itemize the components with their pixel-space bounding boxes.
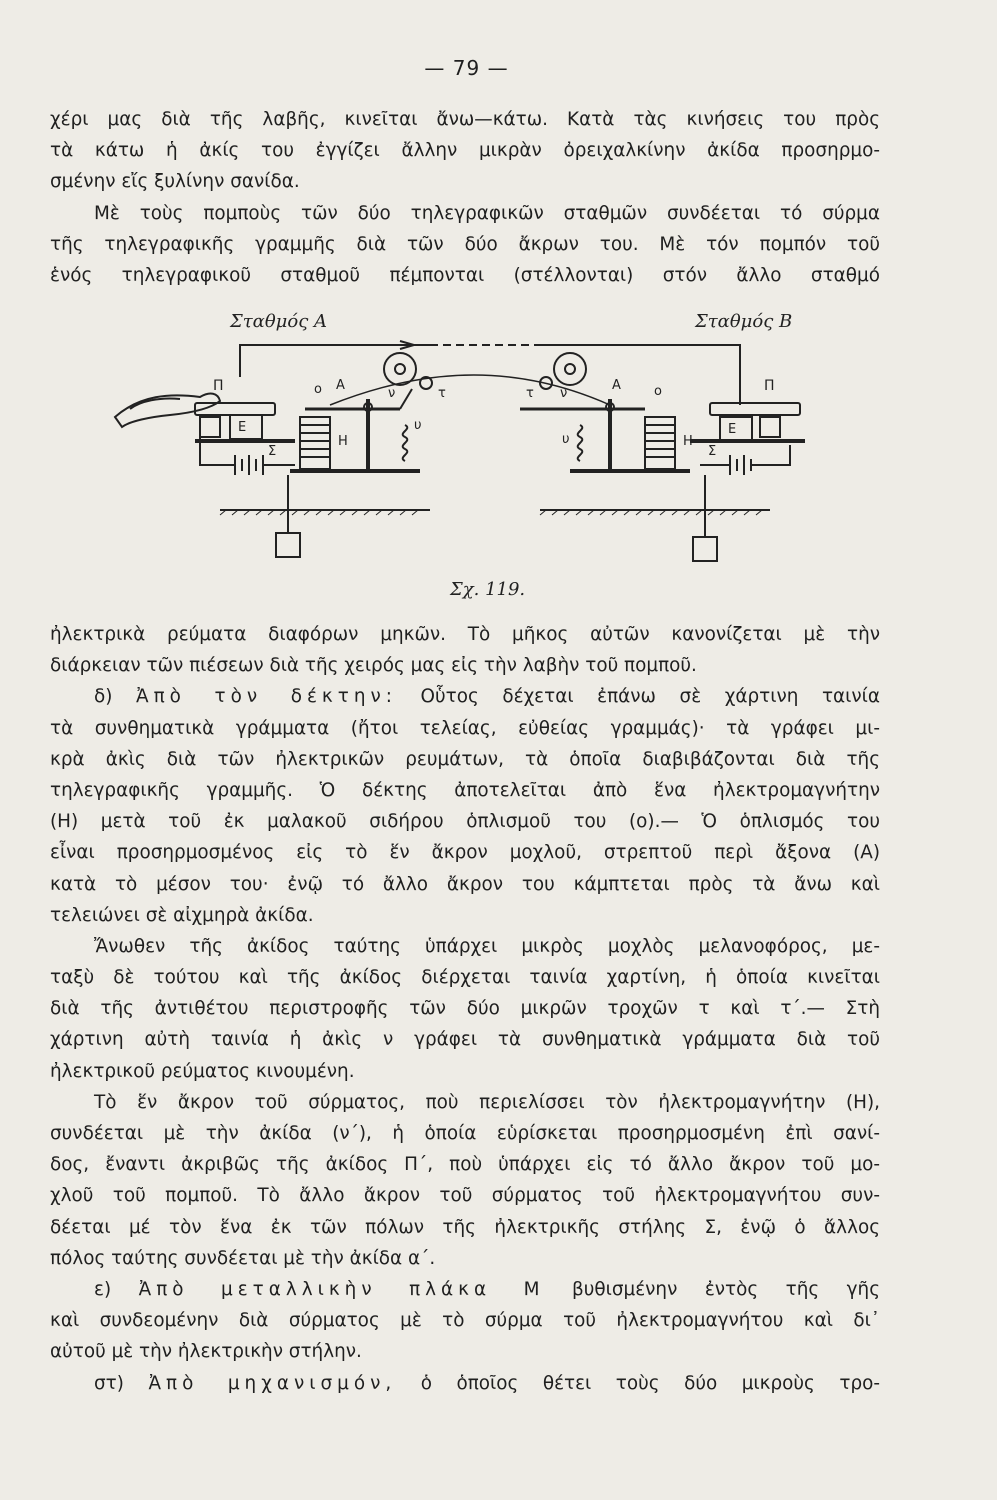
- text-line: εἶναι προσηρμοσμένος εἰς τὸ ἕν ἄκρον μοχλοῦ, στρεπτοῦ περὶ ἄξονα (Α): [50, 842, 880, 864]
- line-rest: βυθισμένην ἐντὸς τῆς γῆς: [544, 1278, 880, 1300]
- label-alpha-b: Α: [612, 378, 621, 393]
- station-a-label: Σταθμός Α: [230, 311, 328, 332]
- spaced-heading: Ἀπὸ μηχανισμόν,: [148, 1372, 397, 1394]
- text-line: Τὸ ἕν ἄκρον τοῦ σύρματος, ποὺ περιελίσσει τὸν ἠλεκτρομαγνήτην (Η),: [94, 1091, 880, 1113]
- label-omicron-b: ο: [654, 384, 662, 399]
- label-sigma-a: Σ: [268, 444, 277, 459]
- label-upsilon-a: υ: [414, 418, 422, 433]
- label-epsilon-b: Ε: [728, 422, 737, 437]
- line-rest: ὁ ὁποῖος θέτει τοὺς δύο μικροὺς τρο-: [396, 1372, 881, 1394]
- label-pi-b: Π: [764, 378, 775, 394]
- text-line: Μὲ τοὺς πομποὺς τῶν δύο τηλεγραφικῶν σταθμῶν συνδέεται τό σύρμα: [94, 202, 880, 224]
- label-upsilon-b: υ: [562, 432, 570, 447]
- text-block-bottom: [50, 619, 880, 1399]
- text-line: δέεται μέ τὸν ἕνα ἐκ τῶν πόλων τῆς ἠλεκτρικῆς στήλης Σ, ἐνῷ ὁ ἄλλος: [50, 1216, 880, 1238]
- spaced-heading: Ἀπὸ τὸν δέκτην:: [136, 686, 397, 708]
- station-b-label: Σταθμός Β: [695, 311, 793, 332]
- text-line: δος, ἔναντι ἀκριβῶς τῆς ἀκίδος Π΄, ποὺ ὑπάρχει εἰς τό ἄλλο ἄκρον τοῦ μο-: [50, 1154, 880, 1176]
- text-line: χλοῦ τοῦ πομποῦ. Τὸ ἄλλο ἄκρον τοῦ σύρματος τοῦ ἠλεκτρομαγνήτου συν-: [50, 1185, 880, 1207]
- label-eta-b: Η: [683, 434, 693, 449]
- text-line: ἑνός τηλεγραφικοῦ σταθμοῦ πέμπονται (στέλλονται) στόν ἄλλο σταθμό: [50, 264, 880, 286]
- label-nu-a: ν: [388, 386, 396, 401]
- spaced-heading: Ἀπὸ μεταλλικὴν πλάκα Μ: [138, 1278, 545, 1300]
- text-line: [50, 1274, 880, 1305]
- text-line: πόλος ταύτης συνδέεται μὲ τὴν ἀκίδα α΄.: [50, 1247, 436, 1269]
- text-line: Ἄνωθεν τῆς ἀκίδος ταύτης ὑπάρχει μικρὸς μοχλὸς μελανοφόρος, με-: [94, 935, 880, 957]
- text-line: τηλεγραφικῆς γραμμῆς. Ὁ δέκτης ἀποτελεῖται ἀπὸ ἕνα ἠλεκτρομαγνήτην: [50, 779, 880, 801]
- station-a-sender: [195, 378, 295, 459]
- text-line: τῆς τηλεγραφικῆς γραμμῆς διὰ τῶν δύο ἄκρων του. Μὲ τόν πομπόν τοῦ: [50, 233, 880, 255]
- text-line: (Η) μετὰ τοῦ ἐκ μαλακοῦ σιδήρου ὁπλισμοῦ του (ο).— Ὁ ὁπλισμός του: [50, 811, 880, 833]
- label-pi-a: Π: [213, 378, 224, 394]
- label-omicron-a: ο: [314, 382, 322, 397]
- page-number: — 79 —: [424, 56, 509, 80]
- label-tau-a: τ: [438, 386, 446, 401]
- text-block-top: [50, 104, 880, 291]
- text-line: αὐτοῦ μὲ τὴν ἠλεκτρικὴν στήλην.: [50, 1341, 362, 1363]
- ground-b: [540, 475, 770, 561]
- text-line: [50, 1368, 880, 1399]
- line-wire-a: [240, 345, 430, 377]
- text-line: καὶ συνδεομένην διὰ σύρματος μὲ τὸ σύρμα τοῦ ἠλεκτρομαγνήτου καὶ δι᾽: [50, 1310, 880, 1332]
- text-line: τελειώνει σὲ αἰχμηρὰ ἀκίδα.: [50, 904, 314, 926]
- text-line: τὰ κάτω ἡ ἀκίς του ἐγγίζει ἄλλην μικρὰν ὀρειχαλκίνην ἀκίδα προσηρμο-: [50, 140, 880, 162]
- station-b-receiver: [520, 353, 693, 471]
- label-alpha-a: Α: [336, 378, 345, 393]
- text-line: [50, 681, 880, 712]
- text-line: ἠλεκτρικὰ ρεύματα διαφόρων μηκῶν. Τὸ μῆκος αὐτῶν κανονίζεται μὲ τὴν: [50, 624, 880, 645]
- text-line: τὰ συνθηματικὰ γράμματα (ἤτοι τελείας, εὐθείας γραμμάς)· τὰ γράφει μι-: [50, 717, 880, 739]
- item-marker: δ): [94, 686, 137, 708]
- hand-icon: [115, 394, 220, 427]
- text-line: χάρτινη αὐτὴ ταινία ἡ ἀκὶς ν γράφει τὰ συνθηματικὰ γράμματα διὰ τοῦ: [50, 1029, 880, 1051]
- item-marker: στ): [94, 1372, 149, 1394]
- text-line: κατὰ τὸ μέσον του· ἐνῷ τό ἄλλο ἄκρον του κάμπτεται πρὸς τὰ ἄνω καὶ: [50, 873, 880, 895]
- label-nu-b: ν: [560, 386, 568, 401]
- text-line: ταξὺ δὲ τούτου καὶ τῆς ἀκίδος διέρχεται ταινία χαρτίνη, ἡ ὁποία κινεῖται: [50, 967, 880, 989]
- label-sigma-b: Σ: [708, 444, 717, 459]
- text-line: σμένην εἴς ξυλίνην σανίδα.: [50, 171, 300, 193]
- label-eta-a: Η: [338, 434, 348, 449]
- label-epsilon-a: Ε: [238, 420, 247, 435]
- text-line: διάρκειαν τῶν πιέσεων διὰ τῆς χειρός μας εἰς τὴν λαβὴν τοῦ πομποῦ.: [50, 655, 697, 677]
- text-line: χέρι μας διὰ τῆς λαβῆς, κινεῖται ἄνω—κάτω. Κατὰ τὰς κινήσεις του πρὸς: [50, 109, 880, 130]
- text-line: συνδέεται μὲ τὴν ἀκίδα (ν΄), ἡ ὁποία εὑρίσκεται προσηρμοσμένη ἐπὶ σανί-: [50, 1123, 880, 1144]
- station-a-receiver: [290, 353, 446, 471]
- item-marker: ε): [94, 1278, 139, 1300]
- station-b-sender: [690, 378, 805, 459]
- ground-a: [220, 475, 430, 557]
- line-rest: Οὗτος δέχεται ἐπάνω σὲ χάρτινη ταινία: [396, 686, 881, 708]
- text-line: κρὰ ἀκὶς διὰ τῶν ἠλεκτρικῶν ρευμάτων, τὰ ὁποῖα διαβιβάζονται διὰ τῆς: [50, 748, 880, 770]
- text-line: ἠλεκτρικοῦ ρεύματος κινουμένη.: [50, 1060, 355, 1082]
- paper-tape: [330, 375, 610, 405]
- battery-a-icon: [200, 447, 295, 475]
- label-tau-b: τ: [526, 386, 534, 401]
- figure-caption: Σχ. 119.: [450, 579, 526, 600]
- text-line: διὰ τῆς ἀντιθέτου περιστροφῆς τῶν δύο μικρῶν τροχῶν τ καὶ τ΄.— Στὴ: [50, 998, 880, 1020]
- telegraph-figure: [100, 305, 840, 605]
- telegraph-diagram: [100, 305, 840, 605]
